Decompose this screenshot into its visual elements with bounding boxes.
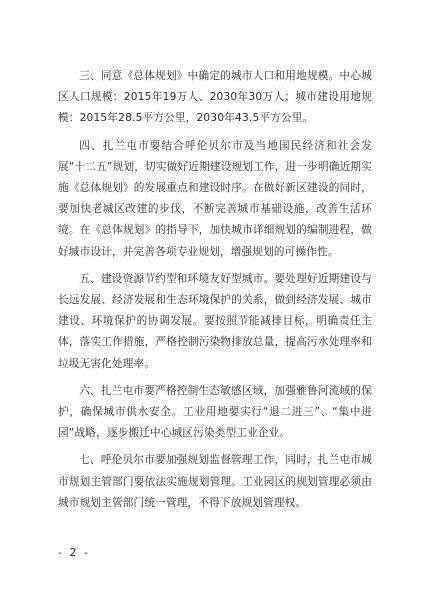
page-number: - 2 - [58, 546, 90, 559]
paragraph-7: 七、呼伦贝尔市要加强规划监督管理工作，同时，扎兰屯市城市规划主管部门要依法实施规划管理。工业园区的规划管理必须由城市规划主管部门统一管理，不得下放规划管理权。 [58, 454, 372, 509]
document-body [58, 66, 372, 520]
paragraph-6: 六、扎兰屯市要严格控制生态敏感区域，加强雅鲁河流域的保护，确保城市供水安全。工业用地要实行“退二进三”、“集中进园”战略，逐步搬迁中心城区污染类型工业企业。 [58, 384, 372, 440]
paragraph-4: 四、扎兰屯市要结合呼伦贝尔市及当地国民经济和社会发展“十二五”规划，切实做好近期建设规划工作，进一步明确近期实施《总体规划》的发展重点和建设时序。在做好新区建设的同时，要加快老城区改建的步伐，不断完善城市基础设施，改善生活环境。在《总体规划》的指导下，加快城市详细规划的编制进程，做好城市设计，并完善各项专业规划，增强规划的可操作性。 [58, 139, 372, 258]
paragraph-3: 三、同意《总体规划》中确定的城市人口和用地规模。中心城区人口规模：2015年19万人、2030年30万人；城市建设用地规模：2015年28.5平方公里，2030年43.5平方公里。 [58, 70, 372, 125]
paragraph-5: 五、建设资源节约型和环境友好型城市。要处理好近期建设与长远发展、经济发展和生态环境保护的关系，做到经济发展、城市建设、环境保护的协调发展。要按照节能减排目标，明确责任主体，落实工作措施，严格控制污染物排放总量，提高污水处理率和垃圾无害化处理率。 [58, 272, 372, 370]
